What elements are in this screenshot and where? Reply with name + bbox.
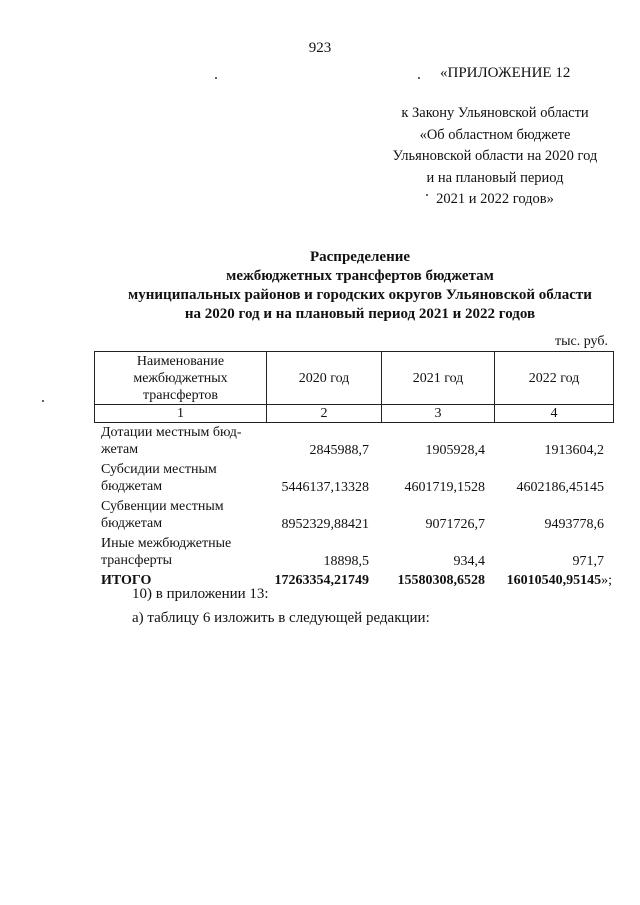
header-name-line: межбюджетных <box>133 370 228 386</box>
total-2021: 15580308,6528 <box>397 573 485 588</box>
header-name-cell <box>95 352 267 405</box>
value-2020: 8952329,88421 <box>281 517 369 532</box>
row-label <box>101 424 261 458</box>
header-2020: 2020 год <box>267 352 382 405</box>
value-2022: 4602186,45145 <box>516 480 604 495</box>
heading-line: Распределение <box>309 249 411 265</box>
row-label-line: Дотации местным бюд- <box>101 425 242 440</box>
row-label-line: Субсидии местным <box>101 462 217 477</box>
total-label: ИТОГО <box>101 573 152 588</box>
column-number: 2 <box>267 405 382 423</box>
page-number: 923 <box>308 40 332 56</box>
header-name-line: Наименование <box>136 353 225 369</box>
heading-line: межбюджетных трансфертов бюджетам <box>226 268 494 284</box>
appendix-ref-line: к Закону Ульяновской области <box>401 105 589 121</box>
scan-speck <box>42 400 44 402</box>
appendix-ref-line: Ульяновской области на 2020 год <box>392 148 598 164</box>
row-label-line: Субвенции местным <box>101 499 224 514</box>
value-2022: 9493778,6 <box>544 517 604 532</box>
row-label-line: жетам <box>101 442 139 457</box>
header-name-line: трансфертов <box>142 387 219 403</box>
value-2021: 1905928,4 <box>425 443 485 458</box>
value-2022: 1913604,2 <box>544 443 604 458</box>
scan-speck <box>418 77 420 79</box>
heading-line: муниципальных районов и городских округов Ульяновской области <box>128 287 592 303</box>
row-label-line: бюджетам <box>101 479 163 494</box>
value-2021: 9071726,7 <box>425 517 485 532</box>
value-2021: 934,4 <box>453 554 485 569</box>
appendix-ref-line: 2021 и 2022 годов» <box>436 191 554 207</box>
row-label <box>101 535 261 569</box>
paragraph-item-10: 10) в приложении 13: <box>132 586 269 602</box>
value-2022: 971,7 <box>572 554 604 569</box>
table-body <box>0 424 640 592</box>
total-2022 <box>507 572 612 589</box>
table-row <box>0 498 640 535</box>
total-2020: 17263354,21749 <box>274 573 369 588</box>
scan-speck <box>215 77 217 79</box>
column-number-row <box>95 405 614 423</box>
appendix-ref-line: и на плановый период <box>426 169 564 186</box>
column-number: 1 <box>95 405 267 423</box>
header-2021: 2021 год <box>382 352 495 405</box>
value-2021: 4601719,1528 <box>404 480 485 495</box>
document-heading <box>60 248 640 324</box>
appendix-ref-line: «Об областном бюджете <box>419 126 571 143</box>
units-label: тыс. руб. <box>555 334 608 349</box>
table-row <box>0 424 640 461</box>
row-label <box>101 461 261 495</box>
heading-line: на 2020 год и на плановый период 2021 и 2022 годов <box>184 306 536 322</box>
row-label-line: Иные межбюджетные <box>101 536 232 551</box>
column-number: 3 <box>382 405 495 423</box>
appendix-reference <box>380 103 610 211</box>
paragraph-item-a: а) таблицу 6 изложить в следующей редакции: <box>132 610 430 626</box>
column-number: 4 <box>495 405 614 423</box>
table-row <box>0 461 640 498</box>
total-row <box>0 572 640 592</box>
header-2022: 2022 год <box>495 352 614 405</box>
closing-quote: »; <box>601 573 612 588</box>
value-2020: 2845988,7 <box>309 443 369 458</box>
total-2022-value: 16010540,95145 <box>506 573 602 588</box>
row-label <box>101 498 261 532</box>
table-row <box>0 535 640 572</box>
header-row <box>95 352 614 405</box>
value-2020: 18898,5 <box>323 554 369 569</box>
value-2020: 5446137,13328 <box>281 480 369 495</box>
table-header <box>94 351 614 423</box>
appendix-title: «ПРИЛОЖЕНИЕ 12 <box>440 65 571 81</box>
row-label-line: трансферты <box>101 553 173 568</box>
row-label-line: бюджетам <box>101 516 163 531</box>
